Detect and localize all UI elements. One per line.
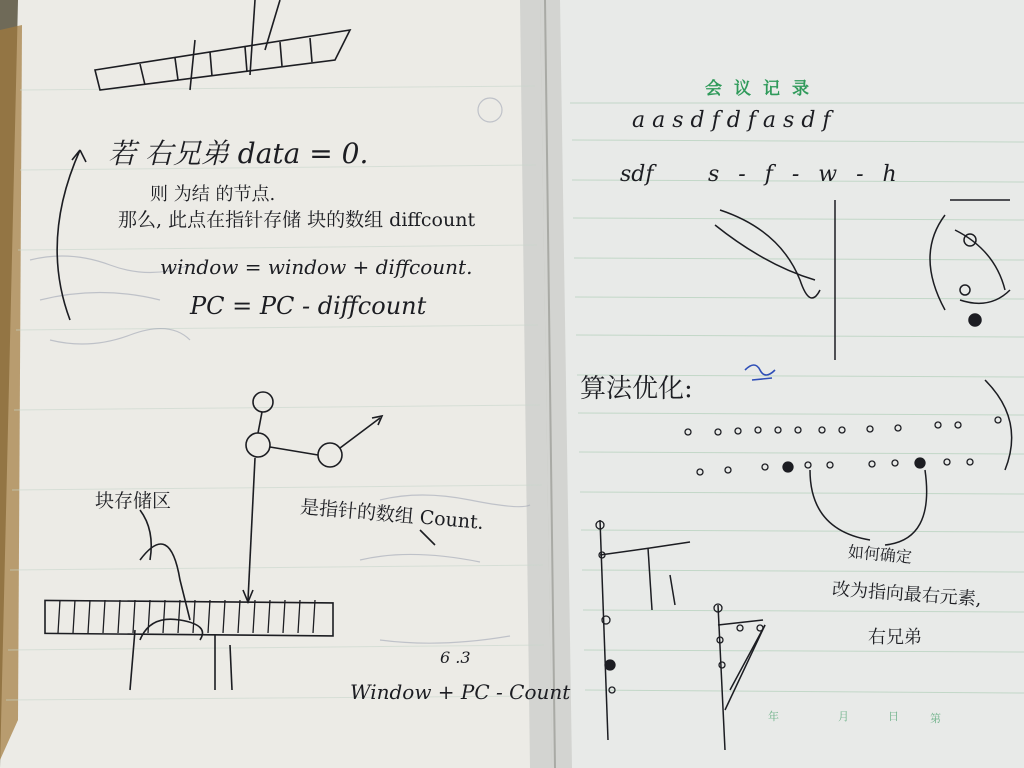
footer-year: 年 <box>768 711 779 723</box>
footer-month: 月 <box>838 711 849 723</box>
note-optimize: 算法优化: <box>580 374 693 404</box>
note-block: 块存储区 <box>95 490 172 512</box>
note-line1: a a s d f d f a s d f <box>632 108 831 133</box>
note-formula: Window + PC - Count <box>350 680 571 704</box>
page-header: 会议记录 <box>705 79 821 98</box>
note-nums: 6 .3 <box>440 648 471 667</box>
note-pc: PC = PC - diffcount <box>190 292 427 320</box>
note-bottom2: 右兄弟 <box>868 627 922 648</box>
note-ptr: 是指针的数组 Count. <box>299 496 485 534</box>
note-window: window = window + diffcount. <box>160 255 473 279</box>
note-bottom1: 改为指向最右元素, <box>831 578 983 611</box>
note-sdf: sdf <box>620 162 654 187</box>
note-chain: s - f - w - h <box>708 162 903 187</box>
footer-page: 第 <box>930 713 941 725</box>
note-then: 则 为结 的节点. <box>150 184 276 205</box>
footer-day: 日 <box>888 711 899 723</box>
note-else: 那么, 此点在指针存储 块的数组 diffcount <box>118 209 476 231</box>
note-data0: 若 右兄弟 data = 0. <box>108 137 369 170</box>
note-annot: 如何确定 <box>847 542 913 567</box>
